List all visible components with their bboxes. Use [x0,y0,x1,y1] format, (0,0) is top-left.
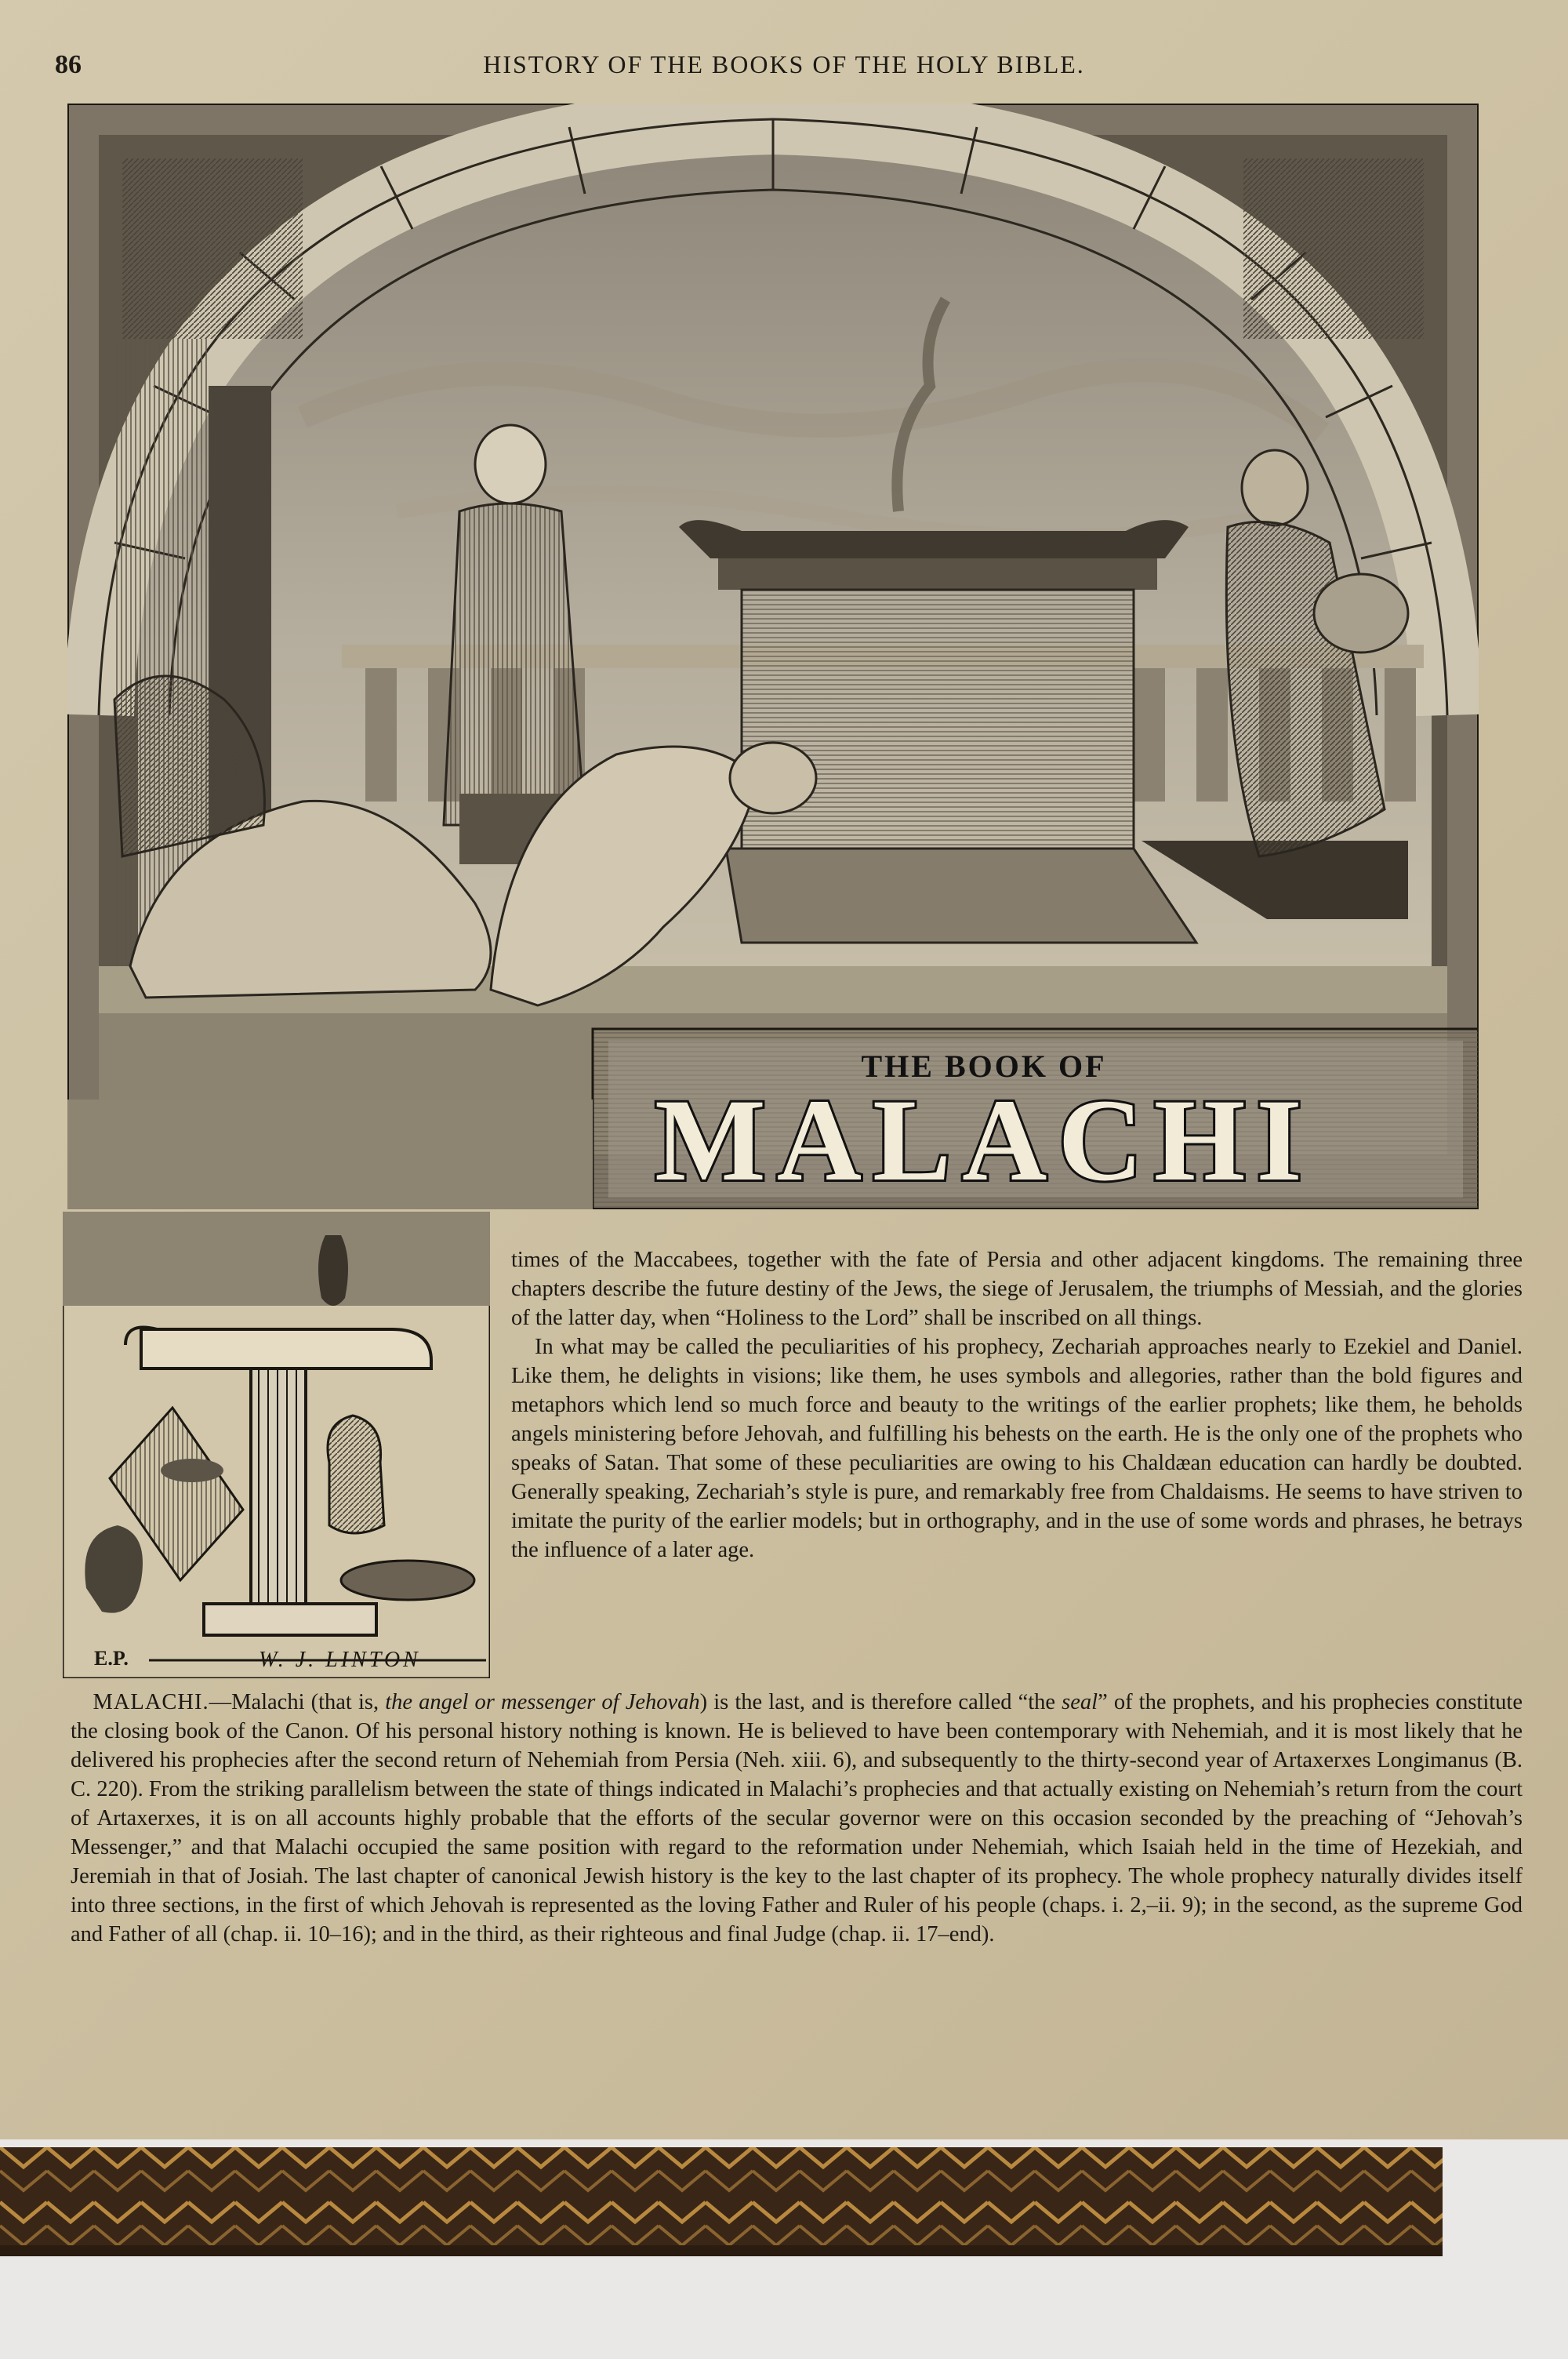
right-column-text [511,1245,1523,1565]
running-title: HISTORY OF THE BOOKS OF THE HOLY BIBLE. [483,50,1085,78]
malachi-text-1: —Malachi (that is, [209,1690,386,1714]
title-plaque [619,1043,1348,1216]
initial-t-vignette [63,1212,490,1678]
column-paragraph-1: times of the Maccabees, together with the fate of Persia and other adjacent kingdoms. The remaining three chapters describe the future destiny of the Jews, the siege of Jerusalem, the triumphs of Messiah, and the glories of the latter day, when “Holiness to the Lord” shall be inscribed on all things. [511,1248,1523,1330]
engraver-signature: W. J. LINTON [259,1648,421,1672]
page-number: 86 [55,50,82,79]
malachi-text-3: ” of the prophets, and his prophecies constitute the closing book of the Canon. Of his personal history nothing is known. He is believed to have been contemporary with Nehemiah, and it is most likely that he delivered his prophecies after the second return of Nehemiah from Persia (Neh. xiii. 6), and subsequently to the thirty-second year of Artaxerxes Longimanus ( [71,1690,1523,1772]
column-paragraph-2: In what may be called the peculiarities of his prophecy, Zechariah approaches nearly to Ezekiel and Daniel. Like them, he delights in visions; like them, he uses symbols and allegories, rather than the bold figures and metaphors which lend so much force and beauty to the writings of the earlier prophets; like them, he beholds angels ministering before Jehovah, and fulfilling his behests on the earth. He is the only one of the prophets who speaks of Satan. That some of these peculiarities are owing to his Chaldæan education can hardly be doubted. Generally speaking, Zechariah’s style is pure, and remarkably free from Chaldaisms. He seems to have striven to imitate the purity of the earlier models; but in orthography, and in the use of some words and phrases, he betrays the influence of a later age. [511,1335,1523,1562]
malachi-text-4: ). From the striking parallelism between the state of things indicated in Malachi’s prophecies and that actually existing on Nehemiah’s return from the court of Artaxerxes, it is on all accounts highly probable that the efforts of the secular governor were on this occasion seconded by the preaching of “Jehovah’s Messenger,” and that Malachi occupied the same position with regard to the reformation under Nehemiah, which Isaiah held in the time of Hezekiah, and Jeremiah in that of Josiah. The last chapter of canonical Jewish history is the key to the last chapter of its prophecy. The whole prophecy naturally divides itself into three sections, in the first of which Jehovah is represented as the loving Father and Ruler of his people (chaps. i. 2,–ii. 9); in the second, as the supreme God and Father of all (chap. ii. 10–16); and in the third, as their righteous and final Judge (chap. ii. 17–end). [71,1777,1523,1946]
malachi-paragraph [71,1688,1523,1949]
malachi-introduction [71,1688,1523,1949]
malachi-text-2: ) is the last, and is therefore called “the [699,1690,1062,1714]
book-edge [0,2139,1568,2359]
malachi-italic-1: the angel or messenger of Jehovah [385,1690,700,1714]
malachi-date: B. C. 220 [71,1748,1523,1801]
page-header [0,47,1568,86]
malachi-lead-word: MALACHI. [93,1690,209,1714]
book-title-small: THE BOOK OF [861,1049,1107,1084]
malachi-italic-2: seal [1062,1690,1098,1714]
artist-initials: E.P. [94,1647,129,1670]
book-title-large: MALACHI [655,1075,1313,1205]
